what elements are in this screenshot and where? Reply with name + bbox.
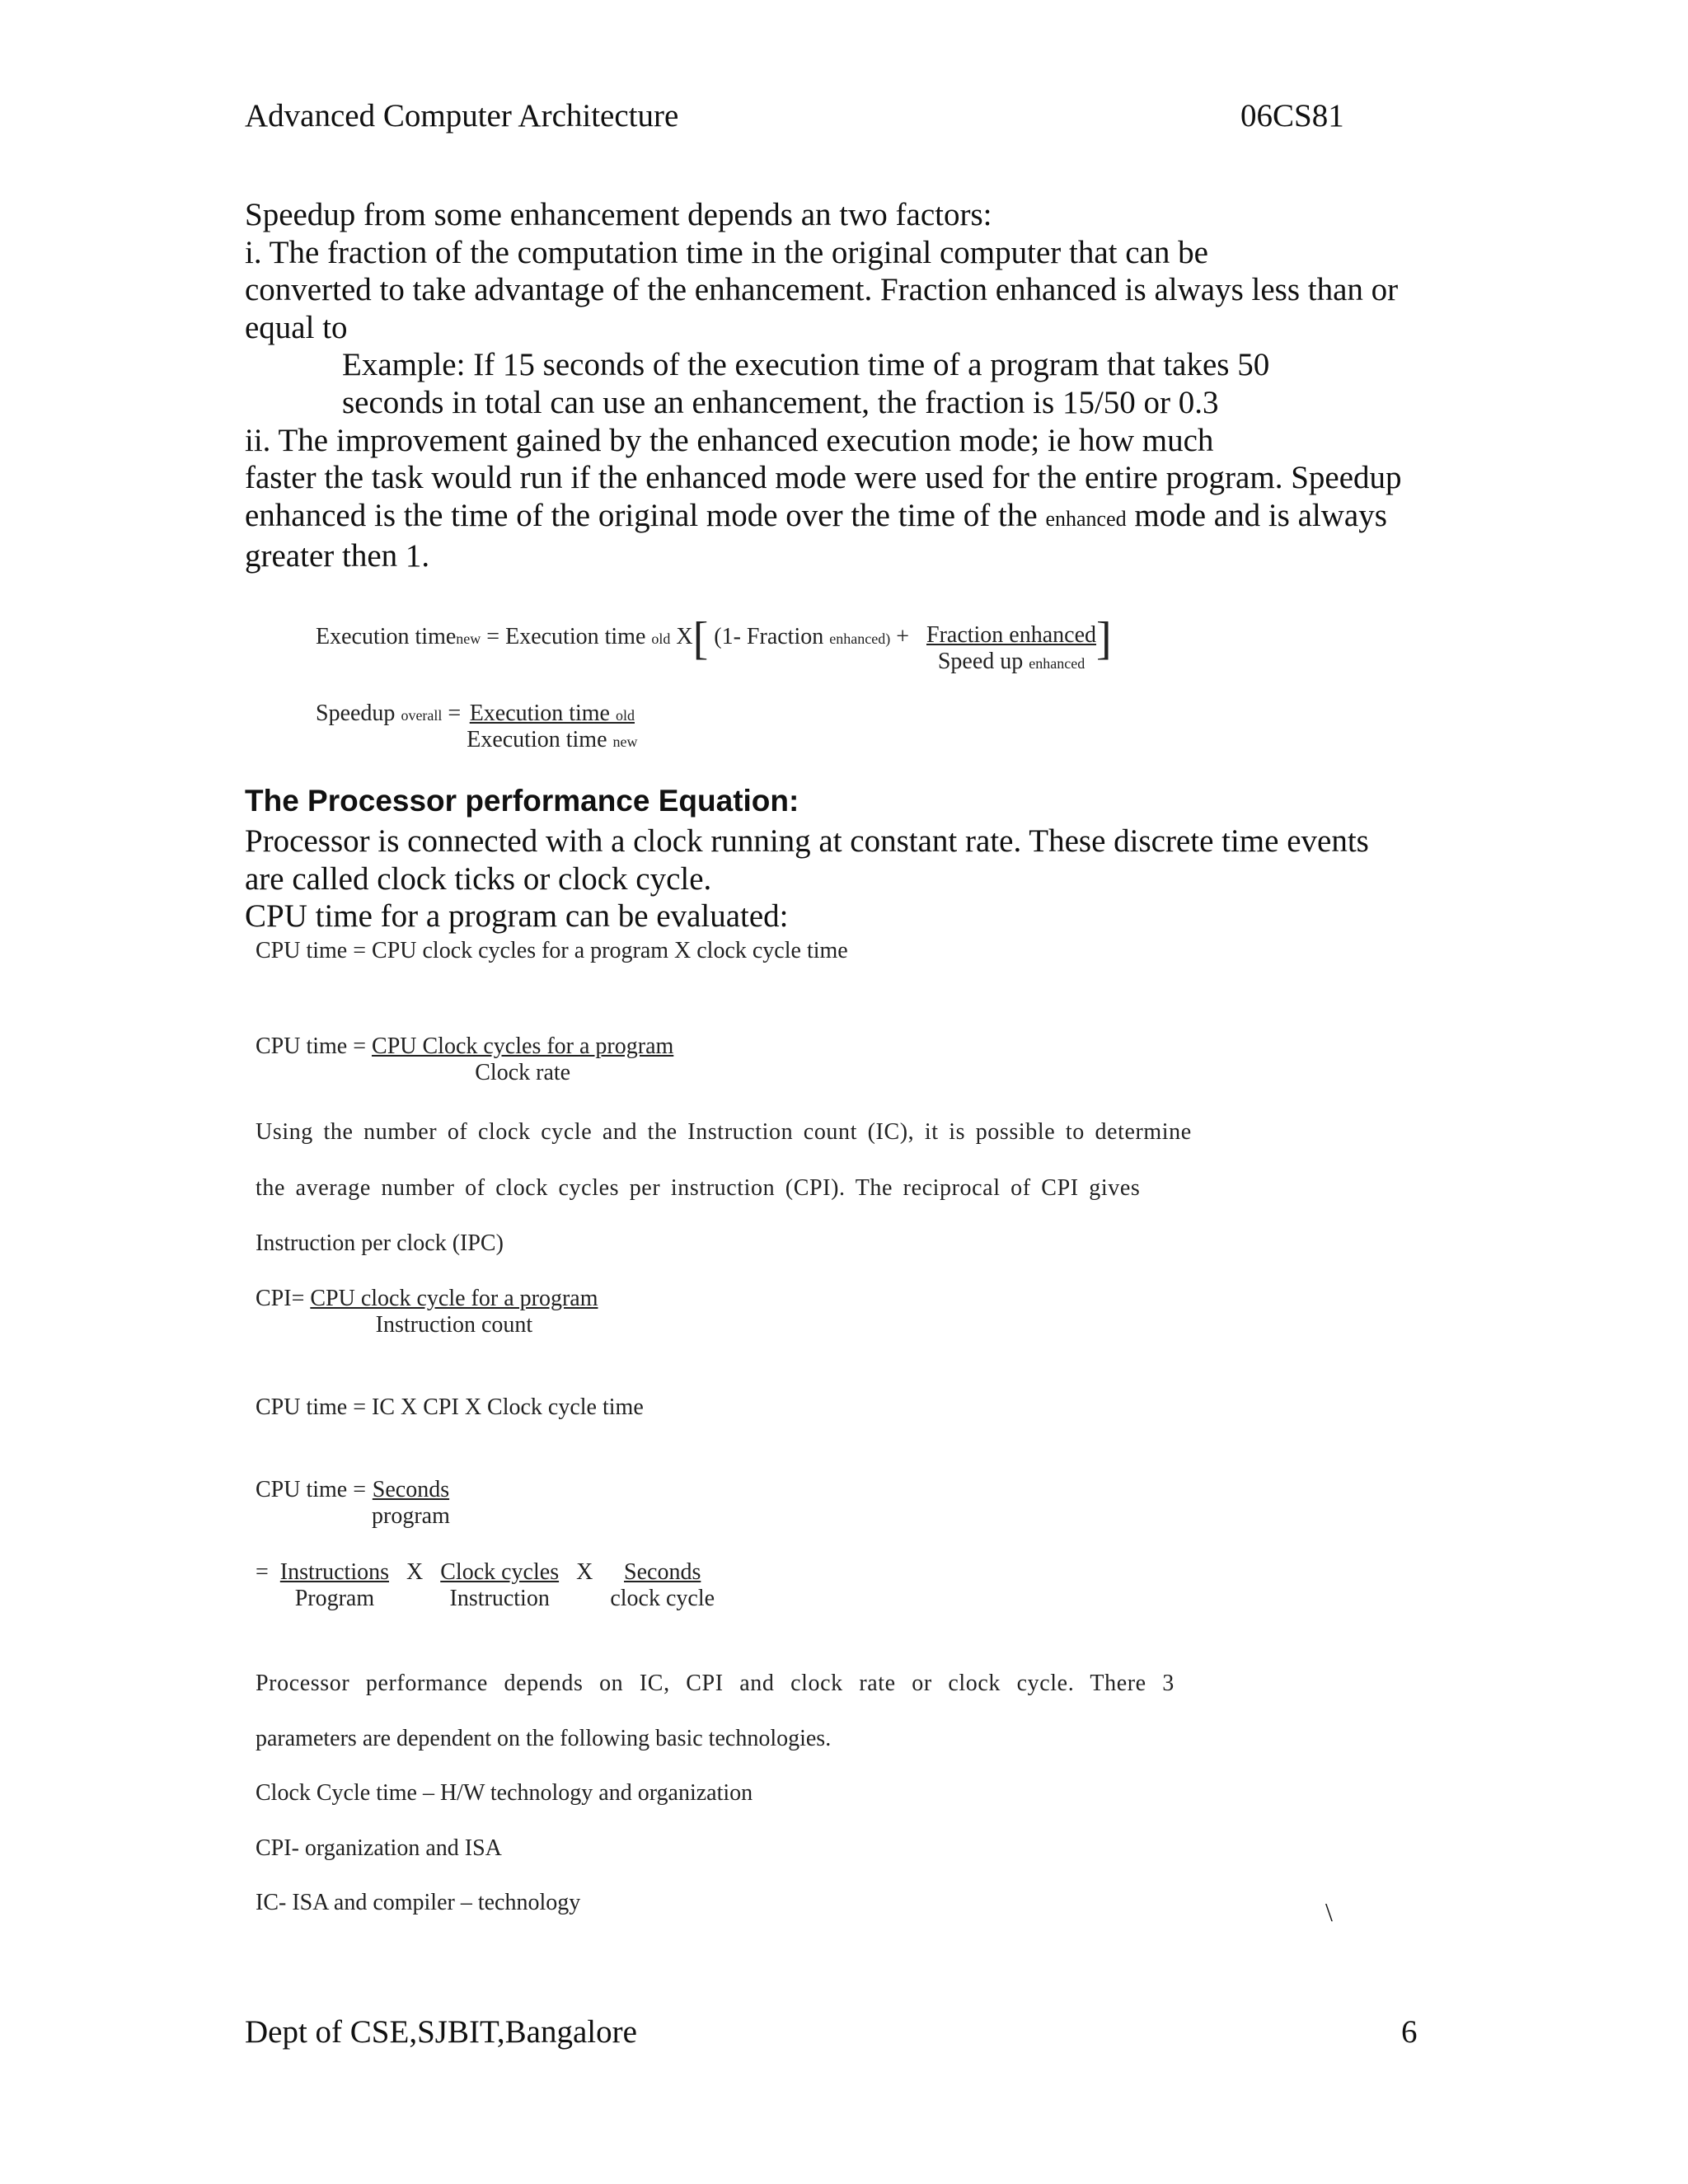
eq-cpu-time-3: CPU time = IC X CPI X Clock cycle time (256, 1394, 644, 1420)
fraction: $\frac{\text{CPU Clock cycles for a program}}{\text{Clock rate}}$ (372, 1033, 674, 1085)
intro-text (245, 196, 1402, 575)
text-line: Speedup from some enhancement depends an two factors: (245, 197, 992, 232)
eq-cpu-time-2: CPU time = $\frac{\text{CPU Clock cycles for a program}}{\text{Clock rate}}$ (256, 1033, 674, 1085)
para-cpi-line: Instruction per clock (IPC) (256, 1230, 504, 1256)
para-performance-line: parameters are dependent on the following basic technologies. (256, 1726, 832, 1751)
text-line: Processor is connected with a clock running at constant rate. These discrete time events (245, 823, 1369, 859)
eq-product: = $\frac{\text{Instructions}}{\text{Program}}$ X $\frac{\text{Clock cycles}}{\text{Instruction}}$ X $\frac{\text{Seconds}}{\text{clock cycle}}$ (256, 1559, 715, 1611)
text-line: are called clock ticks or clock cycle. (245, 860, 712, 897)
eq-cpu-time-4: CPU time = $\frac{\text{Seconds}}{\text{program}}$ (256, 1477, 450, 1529)
text-line: equal to (245, 309, 348, 345)
section-text (245, 823, 1369, 935)
example-line: seconds in total can use an enhancement, the fraction is 15/50 or 0.3 (342, 384, 1219, 420)
fraction: $\frac{\text{Seconds}}{\text{clock cycle}}$ (610, 1559, 715, 1611)
text-line: faster the task would run if the enhanced mode were used for the entire program. Speedup (245, 460, 1402, 496)
fraction: $\frac{\text{Seconds}}{\text{program}}$ (372, 1477, 450, 1529)
example-line: Example: If 15 seconds of the execution time of a program that takes 50 (342, 347, 1270, 383)
stray-backslash: \ (1325, 1897, 1333, 1927)
eq-cpi: CPI= $\frac{\text{CPU clock cycle for a program}}{\text{Instruction count}}$ (256, 1286, 598, 1338)
tech-item: Clock Cycle time – H/W technology and organization (256, 1780, 753, 1806)
para-cpi-line: Using the number of clock cycle and the Instruction count (IC), it is possible to determine (256, 1119, 1192, 1145)
formula-execution-time: Execution timenew = Execution time old X[ (1- Fraction enhanced) + $\frac{\text{Fraction enhanced}}{\text{Speed up enhanced}}$ ] (316, 613, 1112, 674)
page-number: 6 (1401, 2014, 1418, 2050)
section-heading: The Processor performance Equation: (245, 784, 799, 818)
fraction: $\frac{\text{CPU clock cycle for a program}}{\text{Instruction count}}$ (310, 1286, 598, 1338)
tech-item: IC- ISA and compiler – technology (256, 1890, 581, 1915)
text-line: enhanced is the time of the original mode over the time of the enhanced mode and is always (245, 497, 1387, 533)
header-title: Advanced Computer Architecture (245, 98, 679, 134)
footer-dept: Dept of CSE,SJBIT,Bangalore (245, 2014, 637, 2050)
header-course-code: 06CS81 (1240, 98, 1344, 134)
fraction: $\frac{\text{Clock cycles}}{\text{Instruction}}$ (440, 1559, 560, 1611)
text-line: ii. The improvement gained by the enhanced execution mode; ie how much (245, 422, 1214, 458)
para-cpi-line: the average number of clock cycles per instruction (CPI). The reciprocal of CPI gives (256, 1175, 1141, 1201)
formula-speedup-overall: Speedup overall = $\frac{\text{Execution time old}}{\text{Execution time new}}$ (316, 701, 638, 752)
fraction: $\frac{\text{Execution time old}}{\text{Execution time new}}$ (467, 701, 638, 752)
fraction: $\frac{\text{Fraction enhanced}}{\text{Speed up enhanced}}$ (926, 622, 1097, 674)
para-performance-line: Processor performance depends on IC, CPI and clock rate or clock cycle. There 3 (256, 1671, 1175, 1696)
text-line: CPU time for a program can be evaluated: (245, 898, 789, 935)
text-line: i. The fraction of the computation time in the original computer that can be (245, 234, 1208, 270)
fraction: $\frac{\text{Instructions}}{\text{Program}}$ (279, 1559, 390, 1611)
text-line: converted to take advantage of the enhancement. Fraction enhanced is always less than or (245, 272, 1399, 308)
tech-item: CPI- organization and ISA (256, 1835, 502, 1861)
text-line: greater then 1. (245, 538, 430, 574)
eq-cpu-time-1: CPU time = CPU clock cycles for a program X clock cycle time (256, 938, 848, 963)
